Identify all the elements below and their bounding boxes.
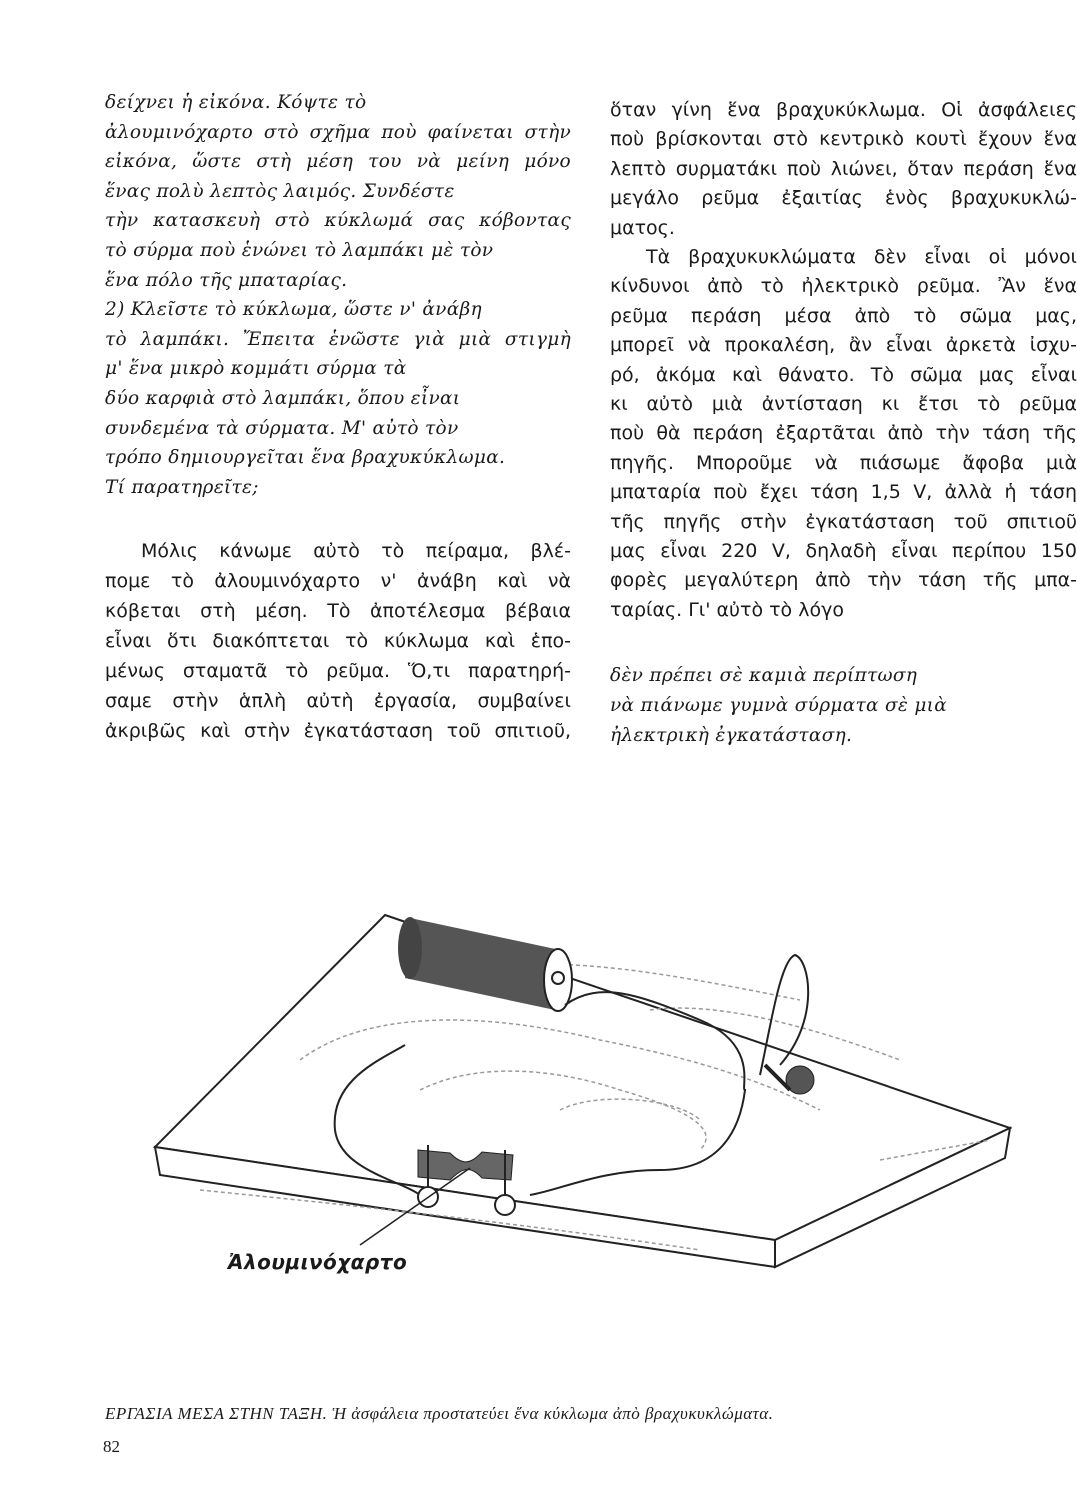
instruction-line: τὴν κατασκευὴ στὸ κύκλωμά σας κόβοντας <box>105 210 571 232</box>
foil-label: Ἀλουμινόχαρτο <box>228 1250 408 1274</box>
text-line: εἶναι ὅτι διακόπτεται τὸ κύκλωμα καὶ ἑπο- <box>105 630 571 652</box>
text-line: φορὲς μεγαλύτερη ἀπὸ τὴν τάση τῆς μπα- <box>610 569 1077 592</box>
text-line: μεγάλο ρεῦμα ἐξαιτίας ἑνὸς βραχυκυκλώ- <box>610 187 1077 210</box>
text-line: κόβεται στὴ μέση. Τὸ ἀποτέλεσμα βέβαια <box>105 600 571 622</box>
figure-caption: ΕΡΓΑΣΙΑ ΜΕΣΑ ΣΤΗΝ ΤΑΞΗ. Ἡ ἀσφάλεια προστατεύει ἕνα κύκλωμα ἀπὸ βραχυκυκλώματα. <box>105 1404 774 1423</box>
instruction-line: τὸ λαμπάκι. Ἔπειτα ἑνῶστε γιὰ μιὰ στιγμὴ <box>105 328 571 350</box>
instruction-line: τρόπο δημιουργεῖται ἕνα βραχυκύκλωμα. <box>105 447 506 469</box>
text-line: ρεῦμα περάση μέσα ἀπὸ τὸ σῶμα μας, <box>610 304 1077 327</box>
text-line: ρό, ἀκόμα καὶ θάνατο. Τὸ σῶμα μας εἶναι <box>610 363 1077 386</box>
text-line: λεπτὸ συρματάκι ποὺ λιώνει, ὅταν περάση ἕνα <box>610 157 1077 180</box>
text-line: Μόλις κάνωμε αὐτὸ τὸ πείραμα, βλέ- <box>141 540 571 562</box>
text-line: ὅταν γίνη ἕνα βραχυκύκλωμα. Οἱ ἀσφάλειες <box>610 99 1077 121</box>
instruction-line: ἕνα πόλο τῆς μπαταρίας. <box>105 269 348 291</box>
instruction-line: τὸ σύρμα ποὺ ἑνώνει τὸ λαμπάκι μὲ τὸν <box>105 240 494 261</box>
instruction-line: ἕνας πολὺ λεπτὸς λαιμός. Συνδέστε <box>105 180 455 202</box>
instruction-line: 2) Κλεῖστε τὸ κύκλωμα, ὥστε ν' ἀνάβη <box>105 299 482 321</box>
text-line: ταρίας. Γι' αὐτὸ τὸ λόγο <box>610 598 844 621</box>
instruction-line: δύο καρφιὰ στὸ λαμπάκι, ὅπου εἶναι <box>105 388 461 409</box>
page-number: 82 <box>103 1437 120 1456</box>
text-line: μπορεῖ νὰ προκαλέση, ἂν εἶναι ἀρκετὰ ἰσχυ- <box>610 334 1077 357</box>
wooden-board <box>155 915 1010 1267</box>
instruction-line: μ' ἕνα μικρὸ κομμάτι σύρμα τὰ <box>105 358 407 380</box>
text-line: πομε τὸ ἀλουμινόχαρτο ν' ἀνάβη καὶ νὰ <box>105 570 571 592</box>
text-line: ματος. <box>610 216 675 239</box>
text-line: Τὰ βραχυκυκλώματα δὲν εἶναι οἱ μόνοι <box>646 246 1077 268</box>
text-line: κι αὐτὸ μιὰ ἀντίσταση κι ἔτσι τὸ ρεῦμα <box>610 393 1077 415</box>
text-line: ποὺ βρίσκονται στὸ κεντρικὸ κουτὶ ἔχουν ἕνα <box>610 128 1077 151</box>
instruction-line: ἀλουμινόχαρτο στὸ σχῆμα ποὺ φαίνεται στὴν <box>105 121 571 143</box>
text-line: σαμε στὴν ἁπλὴ αὐτὴ ἐργασία, συμβαίνει <box>105 690 571 712</box>
text-line: μένως σταματᾶ τὸ ρεῦμα. Ὅ,τι παρατηρή- <box>105 660 571 682</box>
warning-line: νὰ πιάνωμε γυμνὰ σύρματα σὲ μιὰ <box>610 695 948 716</box>
text-line: ποὺ θὰ περάση ἐξαρτᾶται ἀπὸ τὴν τάση τῆς <box>610 422 1077 445</box>
text-line: πηγῆς. Μποροῦμε νὰ πιάσωμε ἄφοβα μιὰ <box>610 451 1077 474</box>
text-line: μπαταρία ποὺ ἔχει τάση 1,5 V, ἀλλὰ ἡ τάση <box>610 481 1077 504</box>
warning-line: δὲν πρέπει σὲ καμιὰ περίπτωση <box>610 665 918 686</box>
text-line: μας εἶναι 220 V, δηλαδὴ εἶναι περίπου 150 <box>610 540 1077 562</box>
instruction-line: δείχνει ἡ εἰκόνα. Κόψτε τὸ <box>105 92 367 113</box>
instruction-line: Τί παρατηρεῖτε; <box>105 476 259 498</box>
instruction-line: εἰκόνα, ὥστε στὴ μέση του νὰ μείνη μόνο <box>105 151 571 173</box>
text-line: ἀκριβῶς καὶ στὴν ἐγκατάσταση τοῦ σπιτιοῦ, <box>105 720 571 742</box>
text-line: τῆς πηγῆς στὴν ἐγκατάσταση τοῦ σπιτιοῦ <box>610 510 1077 533</box>
text-line: κίνδυνοι ἀπὸ τὸ ἠλεκτρικὸ ρεῦμα. Ἂν ἕνα <box>610 275 1077 298</box>
instruction-line: συνδεμένα τὰ σύρματα. Μ' αὐτὸ τὸν <box>105 417 459 439</box>
warning-line: ἠλεκτρικὴ ἐγκατάσταση. <box>610 725 853 746</box>
